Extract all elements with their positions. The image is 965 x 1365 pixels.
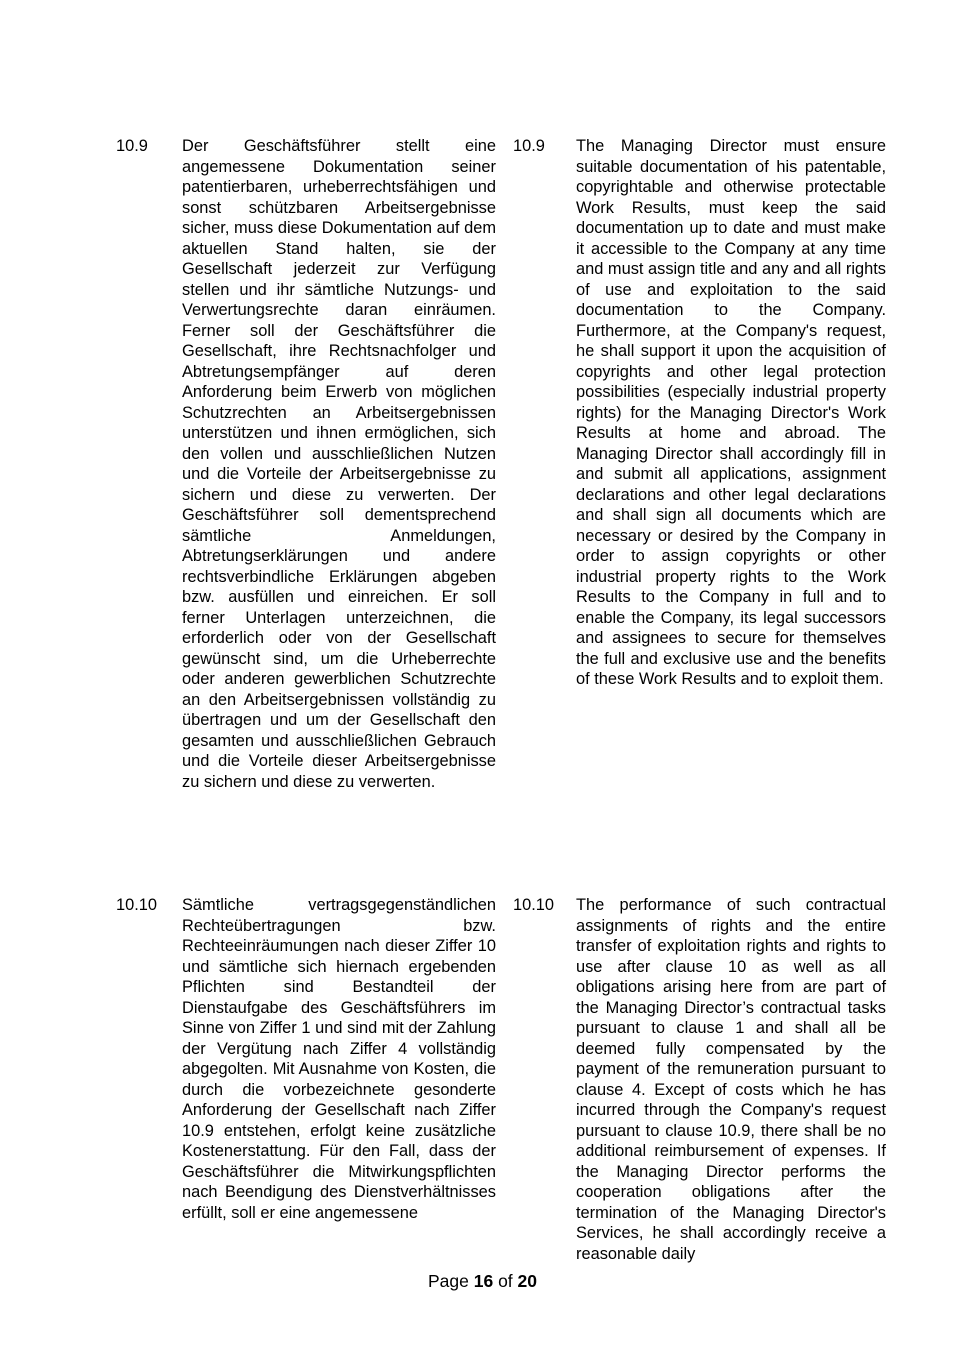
current-page-number: 16 — [473, 1271, 494, 1291]
clause-text-en: The performance of such contractual assignments of rights and the entire transfer of exploitation rights and rights to use after clause 10 as well as all obligations arising here from are part of the Managing Director’s contractual tasks pursuant to clause 1 and shall all be deemed fully compensated by the payment of the remuneration pursuant to clause 4. Except of costs which he has incurred through the Company's request pursuant to clause 10.9, there shall be no additional reimbursement of expenses. If the Managing Director performs the cooperation obligations after the termination of the Managing Director's Services, he shall accordingly receive a reasonable daily — [576, 896, 886, 1263]
clause-number-en: 10.9 — [513, 137, 545, 155]
clause-number-de: 10.10 — [116, 896, 158, 914]
page-of-label: of — [498, 1271, 513, 1291]
page-label: Page — [427, 1271, 469, 1291]
total-page-number: 20 — [517, 1271, 538, 1291]
clause-text-en: The Managing Director must ensure suitable documentation of his patentable, copyrightable and otherwise protectable Work Results, must keep the said documentation up to date and must make it accessible to the Company at any time and must assign title and any and all rights of use and exploitation to the said documentation to the Company. Furthermore, at the Company's request, he shall support it upon the acquisition of copyrights and other legal protection possibilities (especially industrial property rights) for the Managing Director's Work Results at home and abroad. The Managing Director shall accordingly fill in and submit all applications, assignment declarations and other legal declarations and shall sign all documents which are necessary or desired by the Company in order to assign copyrights or other industrial property rights to the Work Results to the Company in full and to enable the Company, its legal successors and assignees to secure for themselves the full and exclusive use and the benefits of these Work Results and to exploit them. — [576, 137, 886, 688]
clause-text-de: Der Geschäftsführer stellt eine angemessene Dokumentation seiner patentierbaren, urheberrechtsfähigen und sonst schützbaren Arbeitsergebnisse sicher, muss diese Dokumentation auf dem aktuellen Stand halten, sie der Gesellschaft jederzeit zur Verfügung stellen und ihr sämtliche Nutzungs- und Verwertungsrechte daran einräumen. Ferner soll der Geschäftsführer die Gesellschaft, ihre Rechtsnachfolger und Abtretungsempfänger auf deren Anforderung beim Erwerb von möglichen Schutzrechten an Arbeitsergebnissen unterstützen und ihnen ermöglichen, sich den vollen und ausschließlichen Nutzen und die Vorteile der Arbeitsergebnisse zu sichern und diese zu verwerten. Der Geschäftsführer soll dementsprechend sämtliche Anmeldungen, Abtretungserklärungen und andere rechtsverbindliche Erklärungen abgeben bzw. ausfüllen und einreichen. Er soll ferner Unterlagen unterzeichnen, die erforderlich oder von der Gesellschaft gewünscht sind, um die Urheberrechte oder anderen gewerblichen Schutzrechte an den Arbeitsergebnissen vollständig zu übertragen und um der Gesellschaft den gesamten und ausschließlichen Gebrauch und die Vorteile dieser Arbeitsergebnisse zu sichern und diese zu verwerten. — [182, 137, 496, 791]
clause-text-de: Sämtliche vertragsgegenständlichen Rechteübertragungen bzw. Rechteeinräumungen nach dieser Ziffer 10 und sämtliche sich hiernach ergebenden Pflichten sind Bestandteil der Dienstaufgabe des Geschäftsführers im Sinne von Ziffer 1 und sind mit der Zahlung der Vergütung nach Ziffer 4 vollständig abgegolten. Mit Ausnahme von Kosten, die durch die vorbezeichnete gesonderte Anforderung der Gesellschaft nach Ziffer 10.9 entstehen, erfolgt keine zusätzliche Kostenerstattung. Für den Fall, dass der Geschäftsführer die Mitwirkungspflichten nach Beendigung des Dienstverhältnisses erfüllt, soll er eine angemessene — [182, 896, 496, 1222]
page-footer — [0, 1270, 965, 1292]
clause-number-en: 10.10 — [513, 896, 555, 914]
clause-number-de: 10.9 — [116, 137, 148, 155]
